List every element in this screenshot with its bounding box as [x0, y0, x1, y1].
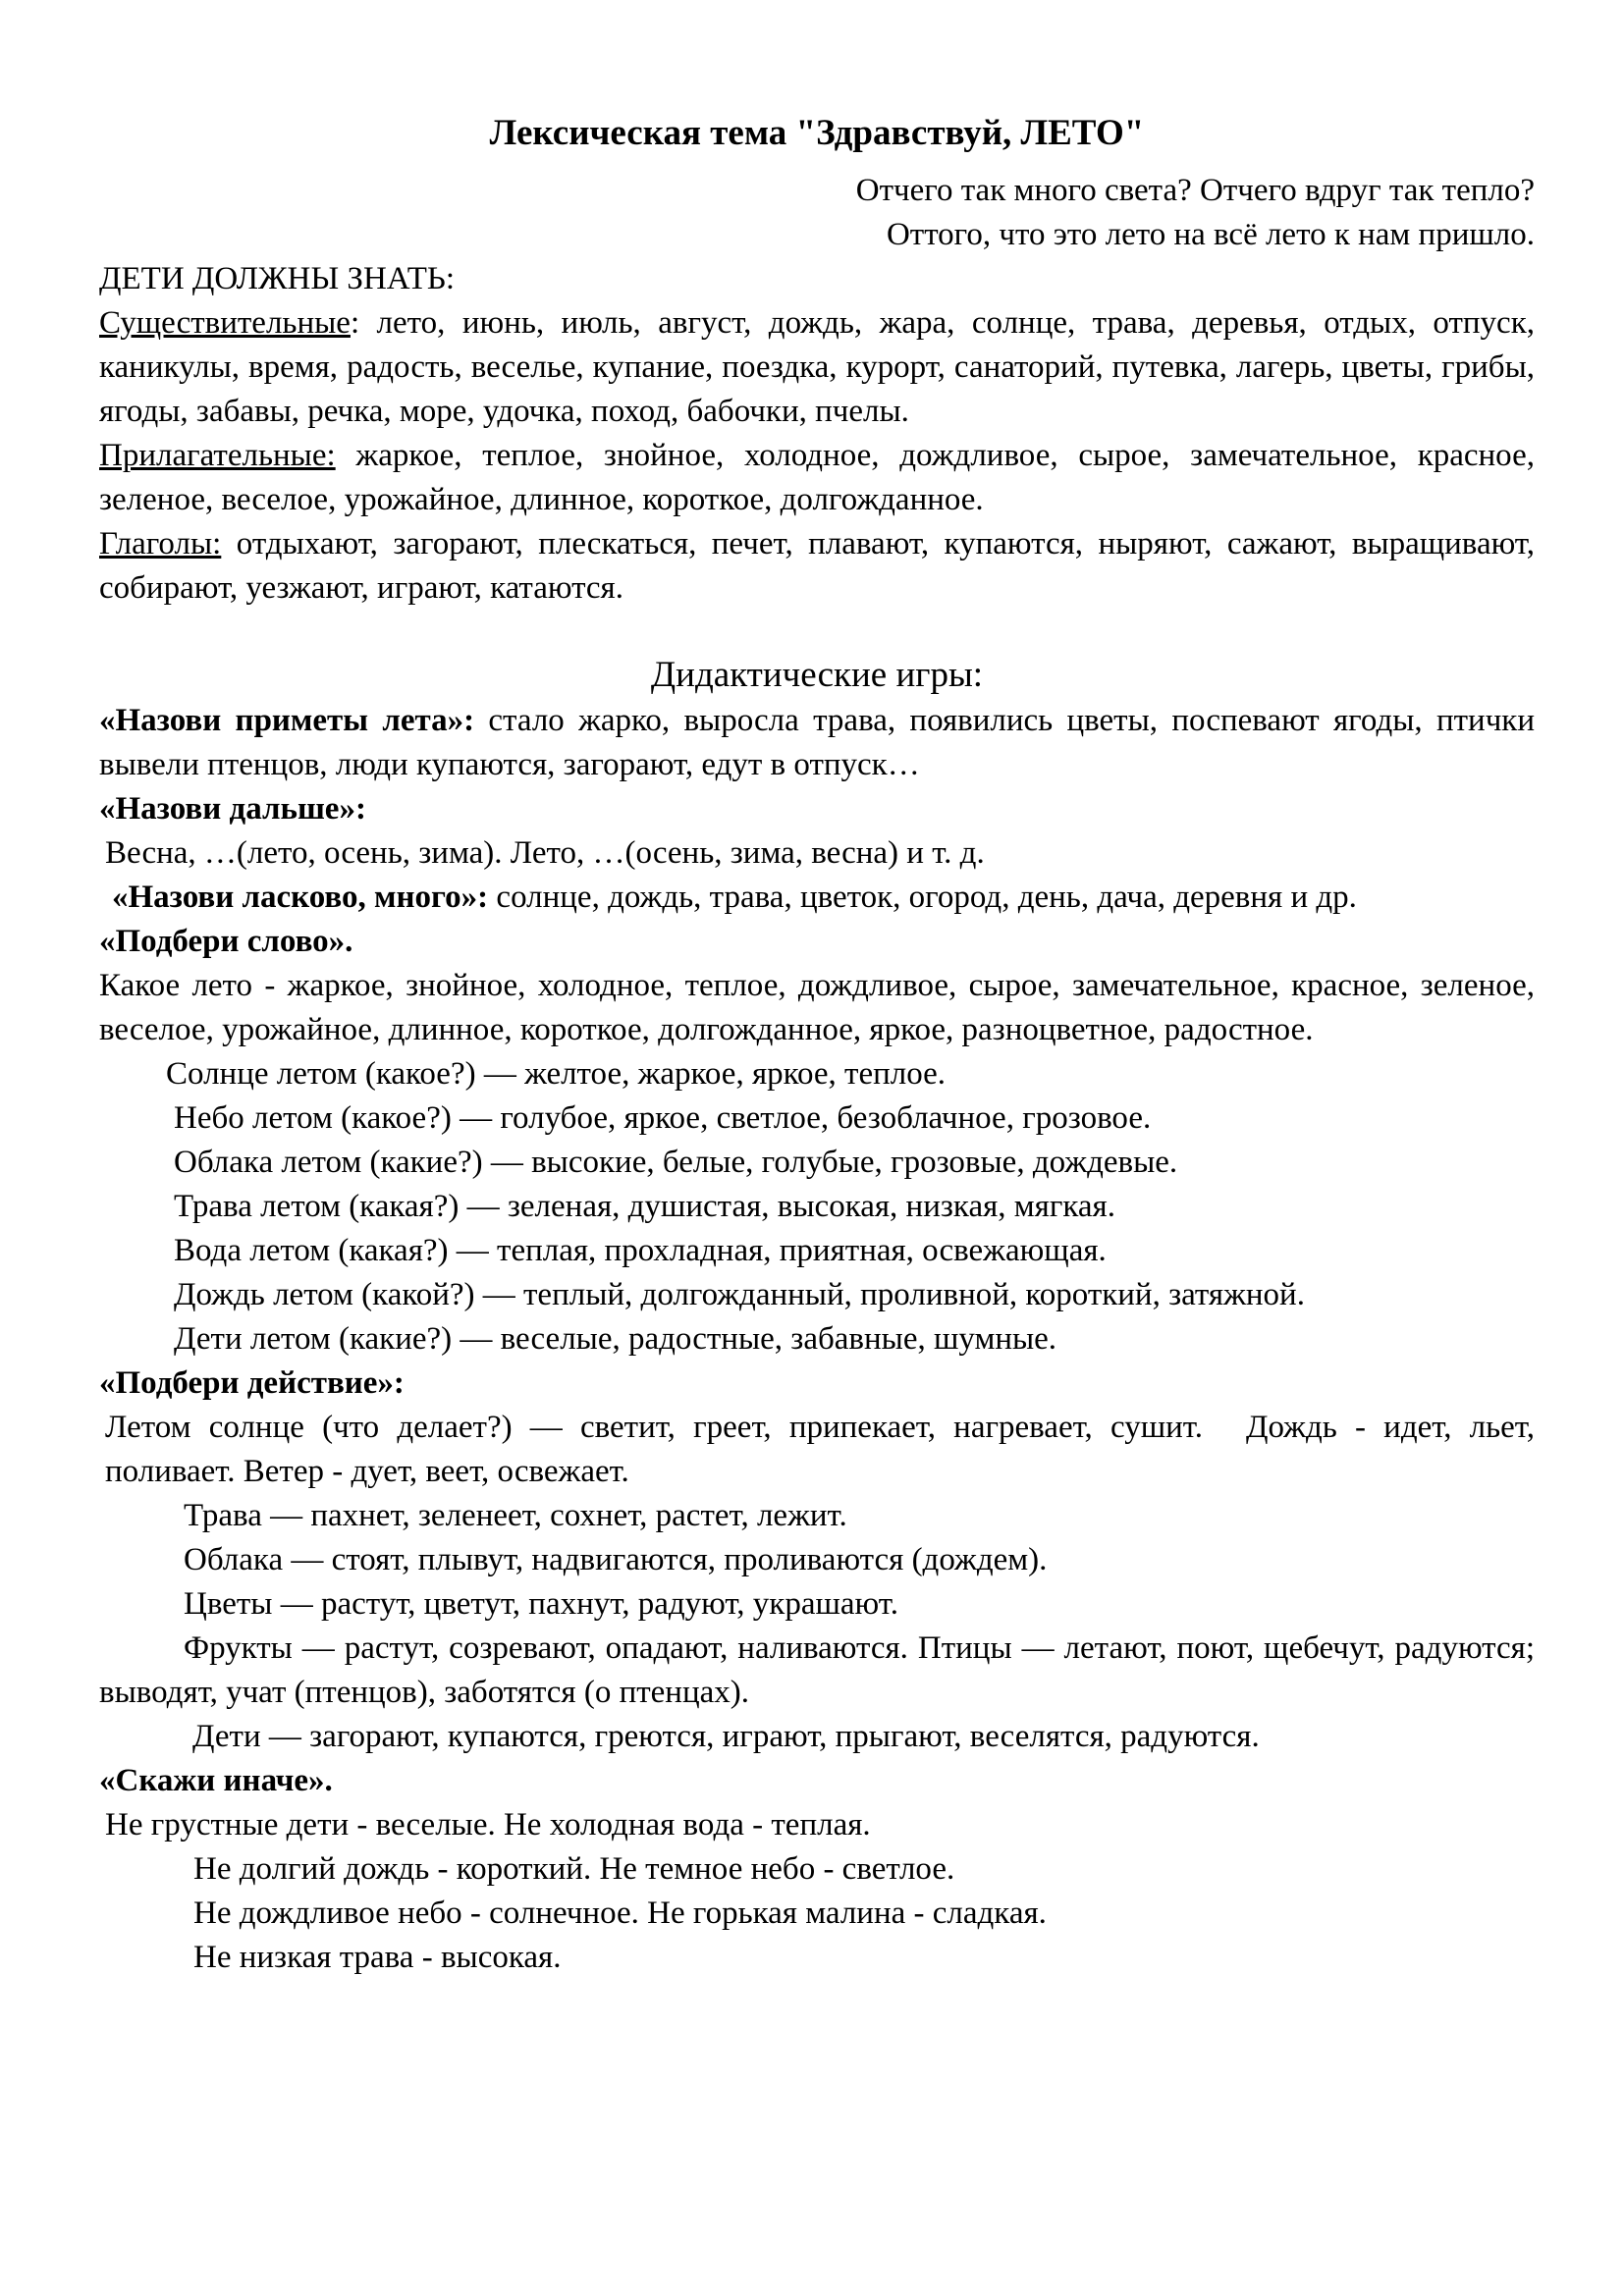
document-page	[99, 110, 1535, 1980]
game-name-affectionately	[99, 876, 1535, 920]
game-text: Весна, …(лето, осень, зима). Лето, …(осень, зима, весна) и т. д.	[105, 835, 985, 871]
game-title: «Назови дальше»:	[99, 791, 366, 827]
game-title: «Назови ласково, много»:	[112, 880, 489, 915]
list-item: Фрукты — растут, созревают, опадают, наливаются. Птицы — летают, поют, щебечут, радуются; выводят, учат (птенцов), заботятся (о птенцах).	[99, 1630, 1535, 1710]
list-item: Дети летом (какие?) — веселые, радостные, забавные, шумные.	[174, 1321, 1057, 1357]
list-item: Облака — стоят, плывут, надвигаются, проливаются (дождем).	[184, 1542, 1048, 1577]
epigraph-line-1: Отчего так много света? Отчего вдруг так тепло?	[855, 173, 1535, 208]
list-item: Вода летом (какая?) — теплая, прохладная, приятная, освежающая.	[174, 1233, 1107, 1268]
list-item: Трава — пахнет, зеленеет, сохнет, растет, лежит.	[184, 1498, 847, 1533]
epigraph-line-2: Оттого, что это лето на всё лето к нам пришло.	[886, 217, 1535, 252]
game-text: солнце, дождь, трава, цветок, огород, день, дача, деревня и др.	[488, 880, 1357, 915]
list-item: Не долгий дождь - короткий. Не темное небо - светлое.	[193, 1851, 955, 1887]
game-title: «Подбери действие»:	[99, 1365, 405, 1401]
nouns-label: Существительные	[99, 305, 351, 341]
sun-actions: Летом солнце (что делает?) — светит, греет, припекает, нагревает, сушит.	[105, 1410, 1203, 1445]
list-item: Солнце летом (какое?) — желтое, жаркое, яркое, теплое.	[166, 1056, 947, 1092]
list-item: Не низкая трава - высокая.	[193, 1940, 562, 1975]
list-item: Дождь летом (какой?) — теплый, долгожданный, проливной, короткий, затяжной.	[174, 1277, 1305, 1312]
game-title: «Скажи иначе».	[99, 1763, 333, 1798]
document-title: Лексическая тема "Здравствуй, ЛЕТО"	[489, 113, 1145, 153]
game-signs-of-summer	[99, 699, 1535, 787]
game-text	[99, 1406, 1535, 1494]
nouns-text: : лето, июнь, июль, август, дождь, жара, солнце, трава, деревья, отдых, отпуск, каникулы, время, радость, веселье, купание, поездка, курорт, санаторий, путевка, лагерь, цветы, грибы, ягоды, забавы, речка, море, удочка, поход, бабочки, пчелы.	[99, 305, 1535, 429]
must-know-heading: ДЕТИ ДОЛЖНЫ ЗНАТЬ:	[99, 261, 455, 296]
adjectives-text: жаркое, теплое, знойное, холодное, дождливое, сырое, замечательное, красное, зеленое, веселое, урожайное, длинное, короткое, долгожданное.	[99, 438, 1535, 517]
nouns-paragraph	[99, 301, 1535, 434]
game-title: «Назови приметы лета»:	[99, 703, 475, 738]
list-item: Не дождливое небо - солнечное. Не горькая малина - сладкая.	[193, 1896, 1047, 1931]
rain-actions: Дождь - идет, льет, поливает. Ветер - дует, веет, освежает.	[105, 1410, 1535, 1489]
verbs-paragraph	[99, 522, 1535, 611]
verbs-text: отдыхают, загорают, плескаться, печет, плавают, купаются, ныряют, сажают, выращивают, собирают, уезжают, играют, катаются.	[99, 526, 1535, 606]
game-text: Не грустные дети - веселые. Не холодная вода - теплая.	[105, 1807, 871, 1842]
game-text: Какое лето - жаркое, знойное, холодное, теплое, дождливое, сырое, замечательное, красное, зеленое, веселое, урожайное, длинное, короткое, долгожданное, яркое, разноцветное, радостное.	[99, 968, 1535, 1047]
list-item: Трава летом (какая?) — зеленая, душистая, высокая, низкая, мягкая.	[174, 1189, 1115, 1224]
verbs-label: Глаголы:	[99, 526, 222, 561]
game-text: стало жарко, выросла трава, появились цветы, поспевают ягоды, птички вывели птенцов, люди купаются, загорают, едут в отпуск…	[99, 703, 1535, 782]
adjectives-label: Прилагательные:	[99, 438, 336, 473]
game-title: «Подбери слово».	[99, 924, 353, 959]
list-item: Цветы — растут, цветут, пахнут, радуют, украшают.	[184, 1586, 898, 1622]
adjectives-paragraph	[99, 434, 1535, 522]
list-item: Небо летом (какое?) — голубое, яркое, светлое, безоблачное, грозовое.	[174, 1100, 1152, 1136]
games-heading: Дидактические игры:	[650, 655, 984, 695]
list-item: Дети — загорают, купаются, греются, играют, прыгают, веселятся, радуются.	[192, 1719, 1260, 1754]
list-item: Облака летом (какие?) — высокие, белые, голубые, грозовые, дождевые.	[174, 1145, 1178, 1180]
